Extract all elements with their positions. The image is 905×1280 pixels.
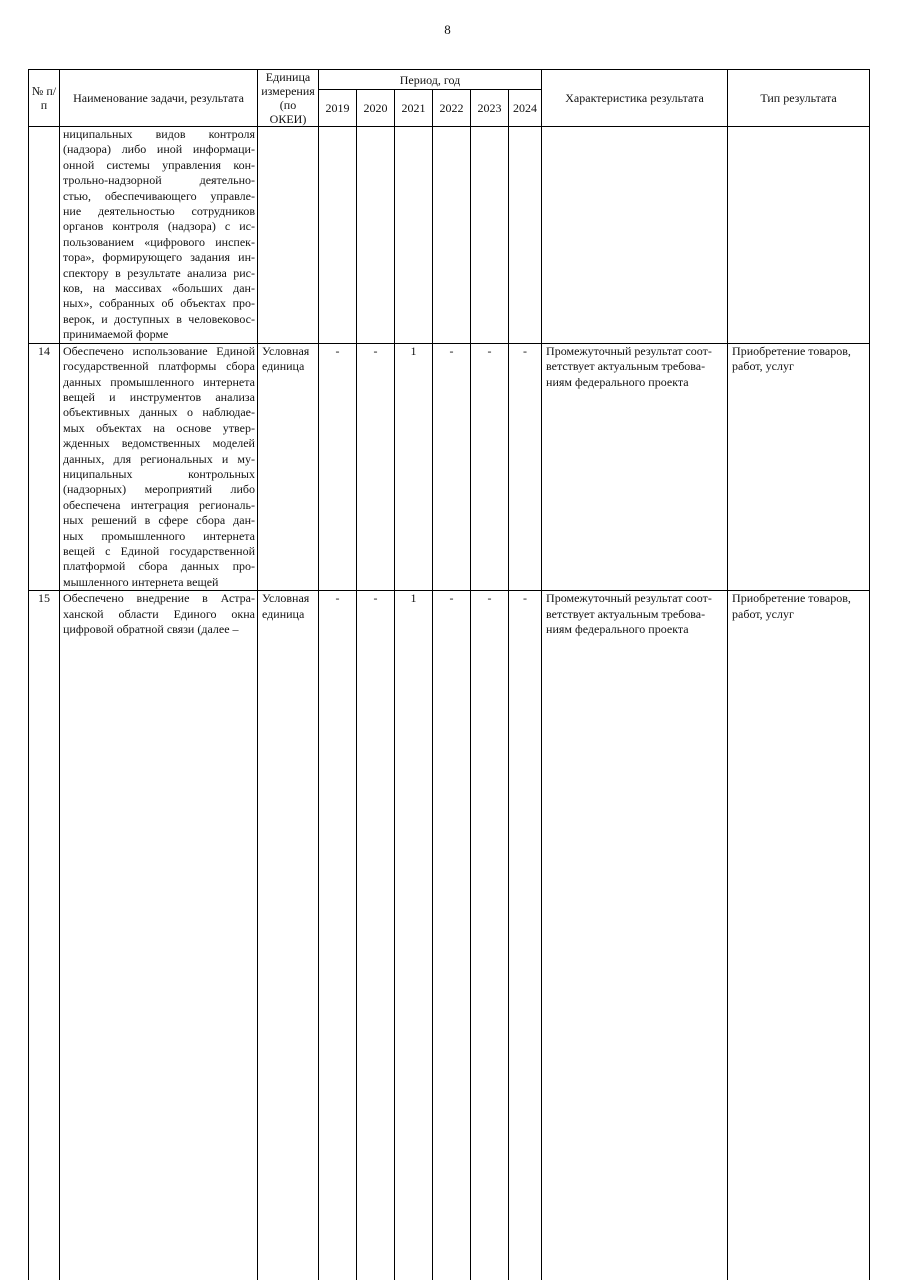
value-2019: - xyxy=(319,343,357,591)
unit-cell xyxy=(258,343,319,591)
text-line: трольно-надзорной деятельно- xyxy=(63,173,255,188)
text-line: Приобретение товаров, xyxy=(732,591,851,606)
text-line: принимаемой форме xyxy=(63,327,169,342)
value-2020 xyxy=(357,127,395,344)
text-line: стью, обеспечивающего управле- xyxy=(63,188,255,203)
table-row xyxy=(29,127,870,344)
text-line: ных решений в сфере сбора дан- xyxy=(63,513,255,528)
row-number: 15 xyxy=(29,591,60,1280)
text-line: мышленного интернета вещей xyxy=(63,574,219,589)
value-2024: - xyxy=(509,591,542,1280)
text-line: ханской области Единого окна xyxy=(63,606,255,621)
text-line: работ, услуг xyxy=(732,606,794,621)
text-line: обеспечена интеграция региональ- xyxy=(63,497,255,512)
text-line: ниципальных контрольных xyxy=(63,466,255,481)
value-2023 xyxy=(471,127,509,344)
task-name-cell xyxy=(60,343,258,591)
text-line: единица xyxy=(262,606,305,621)
text-line: данных промышленного интернета xyxy=(63,374,255,389)
table-row xyxy=(29,343,870,591)
header-year-2023: 2023 xyxy=(471,90,509,127)
task-name-cell xyxy=(60,591,258,1280)
value-2021 xyxy=(395,127,433,344)
value-2020: - xyxy=(357,343,395,591)
header-name: Наименование задачи, результата xyxy=(60,70,258,127)
text-line: (надзора) либо иной информаци- xyxy=(63,142,255,157)
task-name-cell xyxy=(60,127,258,344)
table-row xyxy=(29,591,870,1280)
text-line: платформой сбора данных про- xyxy=(63,559,255,574)
text-line: мых объектах на основе утвер- xyxy=(63,420,255,435)
text-line: Обеспечено внедрение в Астра- xyxy=(63,591,255,606)
header-num: № п/п xyxy=(29,70,60,127)
text-line: органов контроля (надзора) с ис- xyxy=(63,219,255,234)
page-number: 8 xyxy=(444,22,451,37)
value-2019 xyxy=(319,127,357,344)
header-year-2021: 2021 xyxy=(395,90,433,127)
text-line: онной системы управления кон- xyxy=(63,157,255,172)
unit-cell xyxy=(258,591,319,1280)
text-line: вещей и инструментов анализа xyxy=(63,389,255,404)
value-2019: - xyxy=(319,591,357,1280)
text-line: спектору в результате анализа рис- xyxy=(63,265,255,280)
text-line: Промежуточный результат соот- xyxy=(546,343,712,358)
text-line: цифровой обратной связи (далее – xyxy=(63,622,239,636)
result-type-cell xyxy=(728,127,870,344)
results-table xyxy=(28,69,870,1280)
text-line: ных», собранных об объектах про- xyxy=(63,296,255,311)
header-characteristic: Характеристика результата xyxy=(542,70,728,127)
text-line: ных промышленного интернета xyxy=(63,528,255,543)
text-line: ниям федерального проекта xyxy=(546,374,689,389)
characteristic-cell xyxy=(542,127,728,344)
header-unit: Единица измерения (по ОКЕИ) xyxy=(258,70,319,127)
text-line: ние деятельностью сотрудников xyxy=(63,204,255,219)
text-line: пользованием «цифрового инспек- xyxy=(63,234,255,249)
text-line: верок, и доступных в человековос- xyxy=(63,311,255,326)
result-type-cell xyxy=(728,343,870,591)
text-line: единица xyxy=(262,359,305,374)
text-line: ветствует актуальным требова- xyxy=(546,606,706,621)
value-2022 xyxy=(433,127,471,344)
characteristic-cell xyxy=(542,343,728,591)
value-2023: - xyxy=(471,591,509,1280)
text-line: ниципальных видов контроля xyxy=(63,127,255,141)
header-year-2020: 2020 xyxy=(357,90,395,127)
text-line: вещей с Единой государственной xyxy=(63,543,255,558)
text-line: объективных данных о наблюдае- xyxy=(63,405,255,420)
text-line: государственной платформы сбора xyxy=(63,359,255,374)
value-2022: - xyxy=(433,591,471,1280)
value-2023: - xyxy=(471,343,509,591)
text-line: работ, услуг xyxy=(732,359,794,374)
text-line: данных, для региональных и му- xyxy=(63,451,255,466)
row-number xyxy=(29,127,60,344)
text-line: ветствует актуальным требова- xyxy=(546,359,706,374)
row-number: 14 xyxy=(29,343,60,591)
value-2020: - xyxy=(357,591,395,1280)
text-line: Условная xyxy=(262,343,310,358)
header-year-2024: 2024 xyxy=(509,90,542,127)
text-line: тора», формирующего задания ин- xyxy=(63,250,255,265)
text-line: ков, на массивах «больших дан- xyxy=(63,281,255,296)
header-year-2019: 2019 xyxy=(319,90,357,127)
characteristic-cell xyxy=(542,591,728,1280)
header-year-2022: 2022 xyxy=(433,90,471,127)
text-line: Условная xyxy=(262,591,310,606)
header-period: Период, год xyxy=(319,70,542,90)
text-line: Приобретение товаров, xyxy=(732,343,851,358)
value-2022: - xyxy=(433,343,471,591)
value-2021: 1 xyxy=(395,591,433,1280)
result-type-cell xyxy=(728,591,870,1280)
value-2024 xyxy=(509,127,542,344)
text-line: ниям федерального проекта xyxy=(546,622,689,636)
unit-cell xyxy=(258,127,319,344)
text-line: (надзорных) мероприятий либо xyxy=(63,482,255,497)
text-line: Промежуточный результат соот- xyxy=(546,591,712,606)
text-line: Обеспечено использование Единой xyxy=(63,343,255,358)
header-type: Тип результата xyxy=(728,70,870,127)
value-2021: 1 xyxy=(395,343,433,591)
value-2024: - xyxy=(509,343,542,591)
text-line: жденных ведомственных моделей xyxy=(63,436,255,451)
